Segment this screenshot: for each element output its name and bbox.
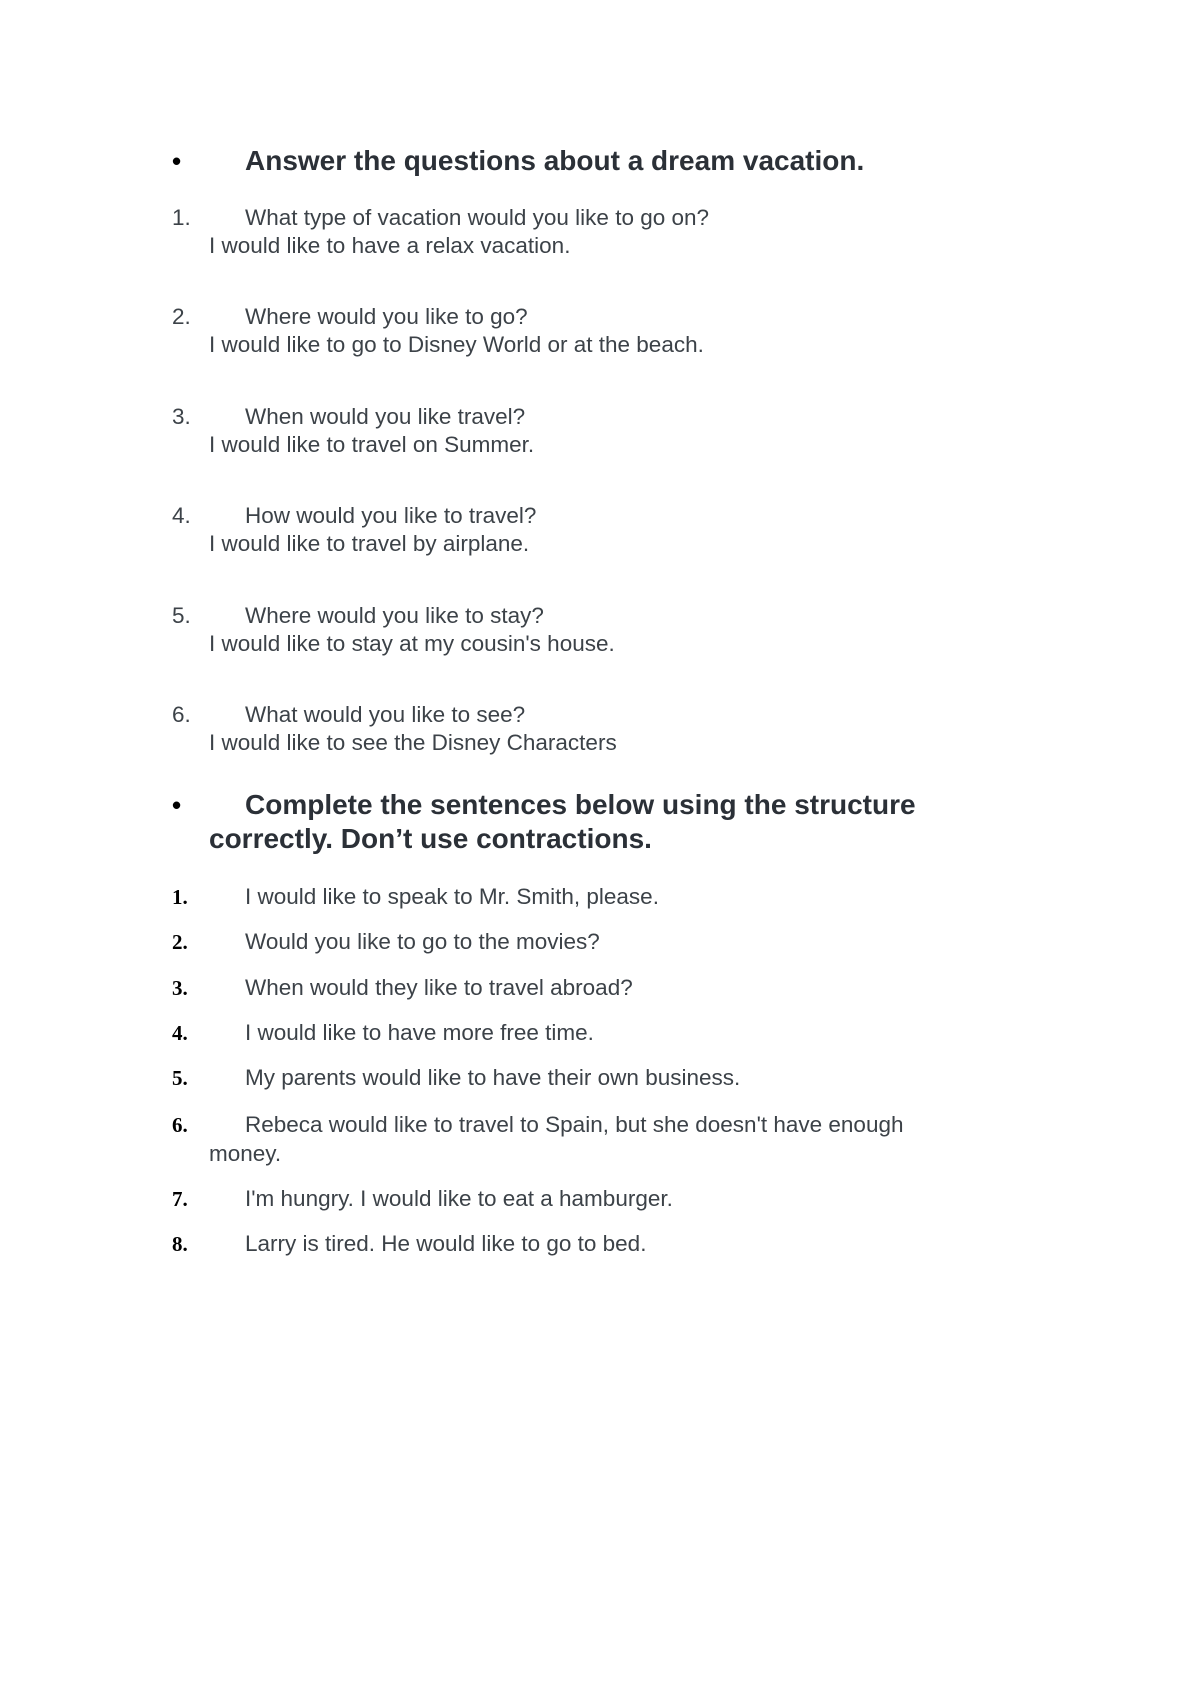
sentence-text: I would like to speak to Mr. Smith, please. bbox=[245, 884, 659, 909]
section2-heading-line2: correctly. Don’t use contractions. bbox=[209, 823, 652, 854]
sentence-text: Would you like to go to the movies? bbox=[245, 929, 600, 954]
qa-answer: I would like to have a relax vacation. bbox=[209, 233, 571, 258]
qa-question: Where would you like to go? bbox=[245, 304, 528, 329]
bullet-icon: • bbox=[172, 146, 182, 176]
sentence-text: I'm hungry. I would like to eat a hamburger. bbox=[245, 1186, 673, 1211]
qa-number: 5. bbox=[172, 603, 191, 628]
section2-heading-text bbox=[209, 788, 965, 856]
sentence-text: When would they like to travel abroad? bbox=[245, 975, 633, 1000]
sentence-number: 3. bbox=[172, 976, 188, 1000]
qa-answer: I would like to travel by airplane. bbox=[209, 531, 530, 556]
sentence-number: 5. bbox=[172, 1066, 188, 1090]
qa-answer: I would like to travel on Summer. bbox=[209, 432, 535, 457]
qa-number: 1. bbox=[172, 205, 191, 230]
qa-question: What type of vacation would you like to go on? bbox=[245, 205, 710, 230]
qa-answer: I would like to go to Disney World or at the beach. bbox=[209, 332, 704, 357]
sentence-text: Larry is tired. He would like to go to bed. bbox=[245, 1231, 647, 1256]
qa-number: 3. bbox=[172, 404, 191, 429]
qa-question: When would you like travel? bbox=[245, 404, 526, 429]
qa-question: What would you like to see? bbox=[245, 702, 526, 727]
qa-answer: I would like to see the Disney Characters bbox=[209, 730, 617, 755]
section2-heading-line1: Complete the sentences below using the structure bbox=[245, 789, 916, 820]
sentence-number: 8. bbox=[172, 1232, 188, 1256]
sentence-text: I would like to have more free time. bbox=[245, 1020, 594, 1045]
section1-heading-text: Answer the questions about a dream vacation. bbox=[245, 145, 865, 176]
sentence-number: 6. bbox=[172, 1113, 188, 1137]
sentence-text-line2: money. bbox=[209, 1141, 282, 1166]
qa-question: How would you like to travel? bbox=[245, 503, 537, 528]
bullet-icon: • bbox=[172, 790, 182, 820]
qa-question: Where would you like to stay? bbox=[245, 603, 544, 628]
sentence-text-line1: Rebeca would like to travel to Spain, but she doesn't have enough bbox=[245, 1112, 904, 1137]
sentence-text bbox=[209, 1110, 975, 1168]
qa-answer: I would like to stay at my cousin's house. bbox=[209, 631, 615, 656]
sentence-number: 2. bbox=[172, 930, 188, 954]
sentence-number: 4. bbox=[172, 1021, 188, 1045]
sentence-number: 7. bbox=[172, 1187, 188, 1211]
qa-number: 2. bbox=[172, 304, 191, 329]
qa-number: 6. bbox=[172, 702, 191, 727]
qa-number: 4. bbox=[172, 503, 191, 528]
sentence-number: 1. bbox=[172, 885, 188, 909]
sentence-text: My parents would like to have their own business. bbox=[245, 1065, 741, 1090]
